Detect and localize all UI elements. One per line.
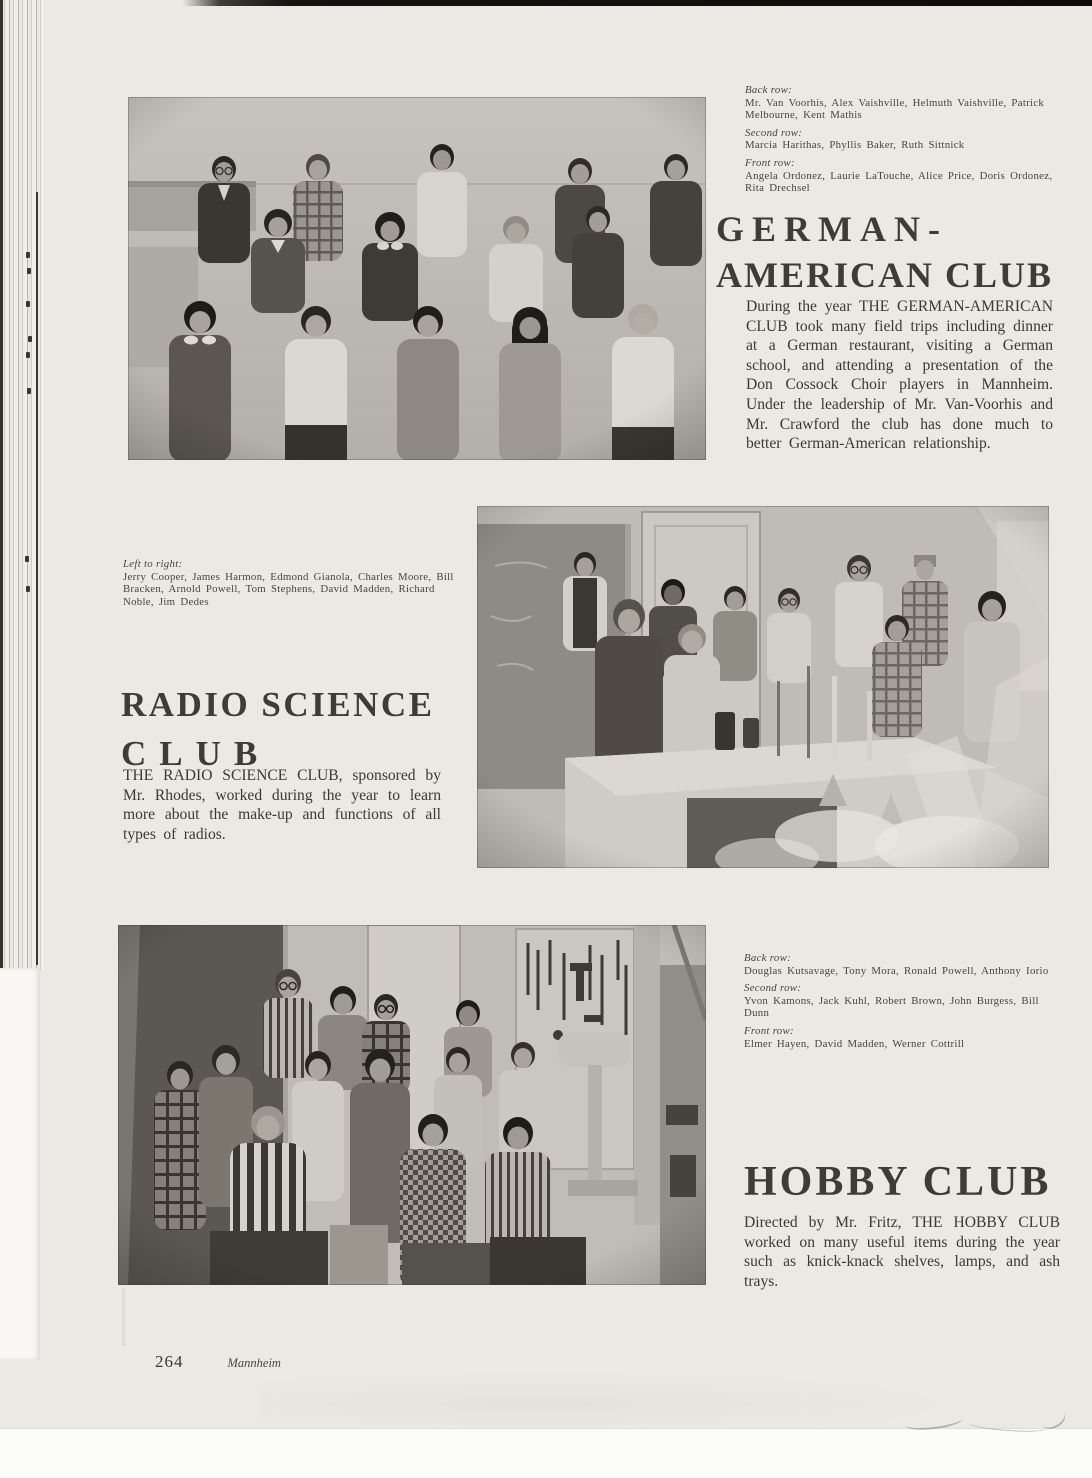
scan-artifact-page-edge: [0, 968, 40, 1360]
heading-line: GERMAN-: [716, 209, 948, 249]
scan-artifact-line: [36, 192, 38, 965]
scan-artifact-mark: [26, 352, 30, 358]
caption-row-names: Jerry Cooper, James Harmon, Edmond Gianola, Charles Moore, Bill Bracken, Arnold Powell, Tom Stephens, David Madden, Richard Noble, Jim Dedes: [123, 570, 454, 608]
photo-hobby-club: [118, 925, 706, 1285]
heading-german-american-club: [716, 206, 1053, 298]
heading-line: CLUB: [121, 734, 271, 773]
photo-radio-science-club: [477, 506, 1049, 868]
scan-artifact-bottom-edge: [0, 1428, 1092, 1478]
scan-artifact-mark: [28, 336, 32, 342]
body-radio-science-club: THE RADIO SCIENCE CLUB, sponsored by Mr. Rhodes, worked during the year to learn more about the make-up and functions of all types of radios.: [123, 767, 441, 843]
heading-radio-science-club: [121, 680, 435, 778]
body-german-american-club: During the year THE GERMAN-AMERICAN CLUB took many field trips including dinner at a German restaurant, visiting a German school, and attending a presentation of the Don Cossock Choir players in Mannheim. Under the leadership of Mr. Van-Voorhis and Mr. Crawford the club has done much to better German-American relationship.: [746, 298, 1053, 453]
scan-artifact-mark: [26, 301, 30, 307]
caption-row-label: Front row:: [744, 1024, 794, 1037]
photo-german-american-club: [128, 97, 706, 460]
scan-artifact-mottle: [260, 1372, 960, 1426]
caption-row-label: Front row:: [745, 156, 795, 169]
caption-row-names: Yvon Kamons, Jack Kuhl, Robert Brown, John Burgess, Bill Dunn: [744, 994, 1039, 1020]
caption-row-label: Back row:: [745, 84, 792, 96]
scan-artifact-mark: [25, 556, 29, 562]
scan-artifact-mark: [26, 586, 30, 592]
caption-row-names: Angela Ordonez, Laurie LaTouche, Alice Price, Doris Ordonez, Rita Drechsel: [745, 169, 1053, 195]
caption-row-names: Elmer Hayen, David Madden, Werner Cottrill: [744, 1037, 965, 1050]
scan-artifact-mark: [27, 388, 31, 394]
scan-artifact-top-bar: [183, 0, 1092, 6]
heading-line: RADIO SCIENCE: [121, 685, 435, 724]
heading-line: AMERICAN CLUB: [716, 255, 1054, 295]
page-footer: [155, 1352, 281, 1372]
caption-radio-science-club: [123, 558, 455, 608]
heading-hobby-club: [744, 1158, 1051, 1206]
scan-artifact-mark: [27, 268, 31, 274]
caption-row-names: Douglas Kutsavage, Tony Mora, Ronald Powell, Anthony Iorio: [744, 964, 1049, 977]
caption-german-american-club: [745, 84, 1053, 195]
caption-row-names: Marcia Harithas, Phyllis Baker, Ruth Sittnick: [745, 139, 965, 152]
page-number: 264: [155, 1352, 184, 1371]
body-hobby-club: Directed by Mr. Fritz, THE HOBBY CLUB worked on many useful items during the year such as knick-knack shelves, lamps, and ash trays.: [744, 1214, 1060, 1290]
caption-hobby-club: [744, 952, 1052, 1050]
scan-artifact-mark: [26, 252, 30, 258]
heading-line: HOBBY CLUB: [744, 1159, 1052, 1205]
scan-artifact-smudge: [122, 1288, 125, 1346]
caption-row-names: Mr. Van Voorhis, Alex Vaishville, Helmuth Vaishville, Patrick Melbourne, Kent Mathis: [745, 96, 1045, 122]
caption-row-label: Left to right:: [123, 558, 183, 570]
caption-row-label: Back row:: [744, 952, 791, 964]
caption-row-label: Second row:: [745, 126, 803, 139]
caption-row-label: Second row:: [744, 982, 802, 995]
book-title: Mannheim: [227, 1356, 281, 1370]
